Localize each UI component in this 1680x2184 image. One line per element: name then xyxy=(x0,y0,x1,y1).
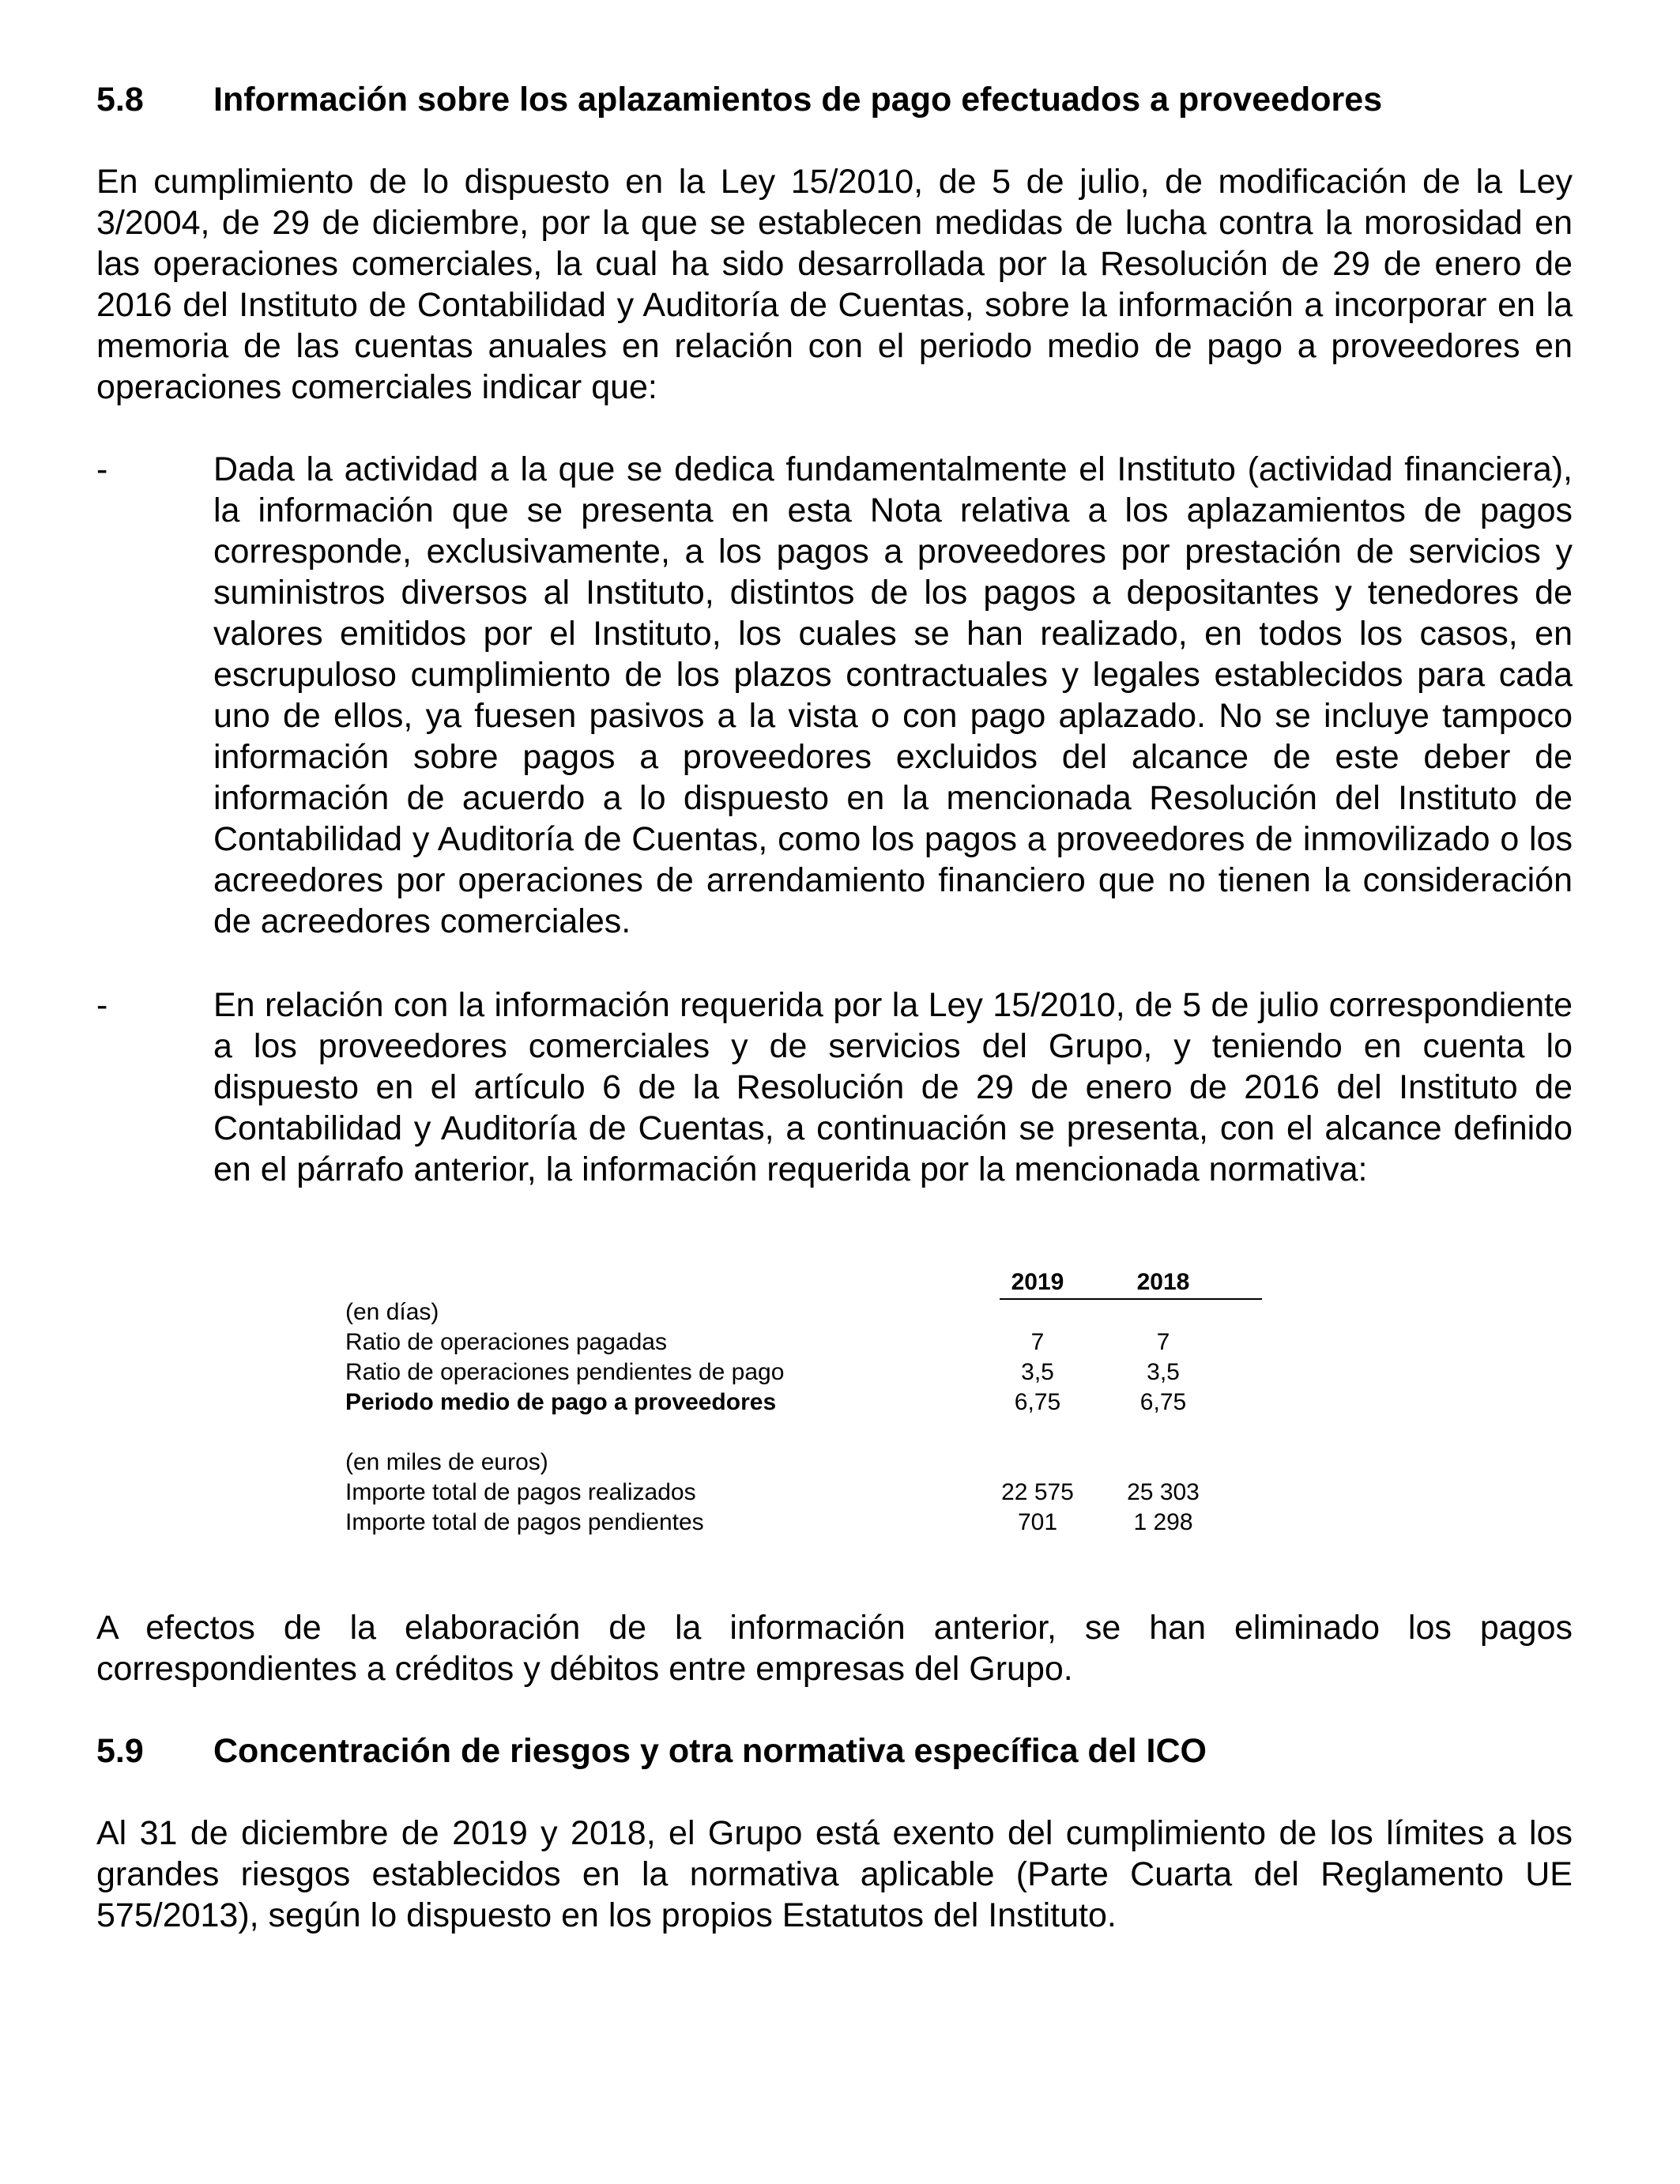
table-row xyxy=(345,1357,1262,1388)
table-header-row xyxy=(345,1267,1262,1297)
table-row xyxy=(345,1508,1262,1538)
section-heading-5-8 xyxy=(96,79,1382,120)
table-unit-row xyxy=(345,1297,1262,1327)
value-2019: 701 xyxy=(1017,1509,1058,1535)
row-label: Ratio de operaciones pagadas xyxy=(345,1329,667,1355)
closing-paragraph: A efectos de la elaboración de la información anterior, se han eliminado los pagos correspondientes a créditos y débitos entre empresas del Grupo. xyxy=(96,1609,1573,1688)
bullet-item xyxy=(96,449,1573,942)
unit-label: (en días) xyxy=(345,1299,439,1325)
section-heading-5-9 xyxy=(96,1730,1207,1772)
bullet-text: Dada la actividad a la que se dedica fundamentalmente el Instituto (actividad financiera), la información que se presenta en esta Nota relativa a los aplazamientos de pagos corresponde, exclusivamente, a los pagos a proveedores por prestación de servicios y suministros diversos al Instituto, distintos de los pagos a depositantes y tenedores de valores emitidos por el Instituto, los cuales se han realizado, en todos los casos, en escrupuloso cumplimiento de los plazos contractuales y legales establecidos para cada uno de ellos, ya fuesen pasivos a la vista o con pago aplazado. No se incluye tampoco información sobre pagos a proveedores excluidos del alcance de este deber de información de acuerdo a lo dispuesto en la mencionada Resolución del Instituto de Contabilidad y Auditoría de Cuentas, como los pagos a proveedores de inmovilizado o los acreedores por operaciones de arrendamiento financiero que no tienen la consideración de acreedores comerciales. xyxy=(213,450,1573,940)
value-2018: 6,75 xyxy=(1139,1389,1187,1415)
value-2018: 25 303 xyxy=(1127,1479,1200,1505)
column-header-2018: 2018 xyxy=(1136,1269,1190,1295)
unit-label: (en miles de euros) xyxy=(345,1449,548,1475)
value-2018: 7 xyxy=(1156,1329,1170,1355)
value-2019: 7 xyxy=(1030,1329,1045,1355)
value-2019: 22 575 xyxy=(1001,1479,1074,1505)
row-label: Ratio de operaciones pendientes de pago xyxy=(345,1359,785,1385)
section-number: 5.9 xyxy=(96,1732,144,1770)
section-title: Concentración de riesgos y otra normativa específica del ICO xyxy=(213,1732,1207,1770)
value-2019: 3,5 xyxy=(1021,1359,1054,1385)
bullet-text: En relación con la información requerida por la Ley 15/2010, de 5 de julio correspondiente a los proveedores comerciales y de servicios del Grupo, y teniendo en cuenta lo dispuesto en el artículo 6 de la Resolución de 29 de enero de 2016 del Instituto de Contabilidad y Auditoría de Cuentas, a continuación se presenta, con el alcance definido en el párrafo anterior, la información requerida por la mencionada normativa: xyxy=(213,986,1573,1188)
value-2018: 1 298 xyxy=(1133,1509,1193,1535)
row-label: Importe total de pagos pendientes xyxy=(345,1509,704,1535)
table-row xyxy=(345,1388,1262,1418)
bullet-item xyxy=(96,985,1573,1190)
intro-paragraph: En cumplimiento de lo dispuesto en la Ley 15/2010, de 5 de julio, de modificación de la Ley 3/2004, de 29 de diciembre, por la que se establecen medidas de lucha contra la morosidad en las operaciones comerciales, la cual ha sido desarrollada por la Resolución de 29 de enero de 2016 del Instituto de Contabilidad y Auditoría de Cuentas, sobre la información a incorporar en la memoria de las cuentas anuales en relación con el periodo medio de pago a proveedores en operaciones comerciales indicar que: xyxy=(96,163,1573,406)
row-label: Importe total de pagos realizados xyxy=(345,1479,696,1505)
table-row xyxy=(345,1478,1262,1508)
bullet-marker: - xyxy=(96,986,108,1024)
column-header-2019: 2019 xyxy=(1011,1269,1064,1295)
bullet-marker: - xyxy=(96,450,108,488)
value-2019: 6,75 xyxy=(1014,1389,1061,1415)
section-title: Información sobre los aplazamientos de pago efectuados a proveedores xyxy=(213,81,1383,119)
row-label: Periodo medio de pago a proveedores xyxy=(345,1389,777,1415)
risk-paragraph: Al 31 de diciembre de 2019 y 2018, el Grupo está exento del cumplimiento de los límites a los grandes riesgos establecidos en la normativa aplicable (Parte Cuarta del Reglamento UE 575/2013), según lo dispuesto en los propios Estatutos del Instituto. xyxy=(96,1814,1573,1934)
section-number: 5.8 xyxy=(96,81,144,119)
payment-table xyxy=(345,1267,1262,1538)
value-2018: 3,5 xyxy=(1147,1359,1180,1385)
table-spacer xyxy=(345,1418,1262,1448)
table-row xyxy=(345,1327,1262,1357)
table-unit-row xyxy=(345,1448,1262,1478)
